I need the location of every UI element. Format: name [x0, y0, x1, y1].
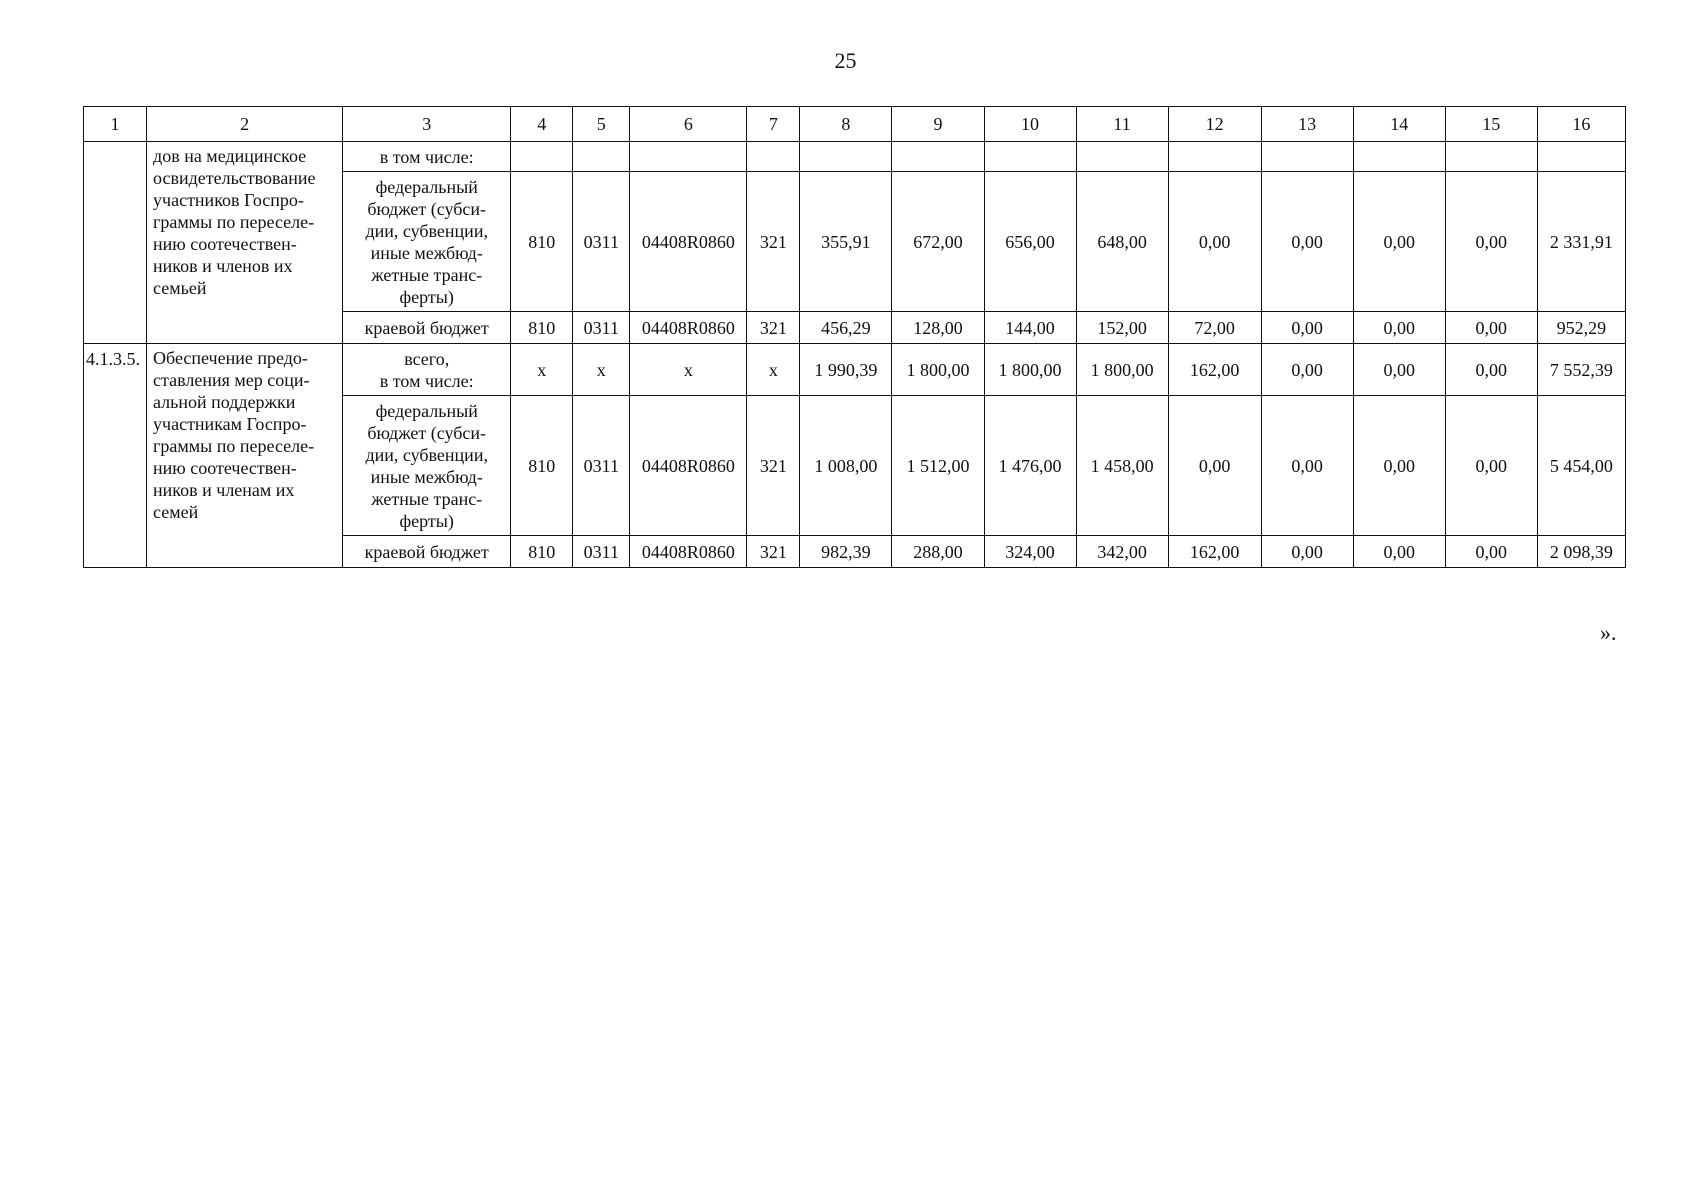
amount-cell: 0,00 [1261, 396, 1353, 536]
amount-cell [800, 142, 892, 172]
amount-cell: 456,29 [800, 312, 892, 344]
amount-cell [1353, 142, 1445, 172]
amount-cell: 982,39 [800, 536, 892, 568]
item-description [147, 142, 343, 344]
funding-source [343, 312, 511, 344]
amount-cell [1076, 142, 1168, 172]
amount-cell [1261, 142, 1353, 172]
amount-cell: 0,00 [1445, 312, 1537, 344]
text-line: дии, субвенции, [365, 220, 488, 241]
header-col-5: 5 [573, 107, 630, 142]
amount-cell [984, 142, 1076, 172]
code-cell-c6: х [630, 344, 747, 396]
funding-source [343, 142, 511, 172]
closing-quote: ». [1600, 620, 1617, 645]
text-line: ферты) [399, 510, 454, 531]
text-line: освидетельствование [153, 168, 316, 188]
amount-cell: 0,00 [1353, 344, 1445, 396]
amount-cell: 656,00 [984, 172, 1076, 312]
amount-cell: 0,00 [1261, 172, 1353, 312]
amount-cell [1168, 142, 1261, 172]
code-cell-c7: 321 [747, 536, 800, 568]
amount-cell: 1 008,00 [800, 396, 892, 536]
code-cell-c7: 321 [747, 312, 800, 344]
amount-cell: 288,00 [892, 536, 984, 568]
text-line: бюджет (субси- [367, 422, 487, 443]
header-row [84, 107, 1626, 142]
code-cell-c5: 0311 [573, 312, 630, 344]
amount-cell: 144,00 [984, 312, 1076, 344]
amount-cell: 0,00 [1353, 172, 1445, 312]
text-line: ников и членам их [153, 480, 295, 500]
text-line: ставления мер соци- [153, 370, 310, 390]
text-line: участников Госпро- [153, 190, 304, 210]
amount-cell: 2 098,39 [1537, 536, 1625, 568]
code-cell-c4 [511, 142, 573, 172]
table-row [84, 142, 1626, 172]
amount-cell: 0,00 [1445, 172, 1537, 312]
amount-cell: 952,29 [1537, 312, 1625, 344]
text-line: федеральный [375, 400, 478, 421]
text-line: дов на медицинское [153, 146, 307, 166]
amount-cell: 0,00 [1261, 312, 1353, 344]
code-cell-c6: 04408R0860 [630, 396, 747, 536]
header-col-15: 15 [1445, 107, 1537, 142]
amount-cell: 128,00 [892, 312, 984, 344]
amount-cell: 1 990,39 [800, 344, 892, 396]
item-number: 4.1.3.5. [84, 344, 147, 568]
text-line: жетные транс- [371, 488, 483, 509]
header-col-16: 16 [1537, 107, 1625, 142]
code-cell-c5: 0311 [573, 172, 630, 312]
amount-cell: 7 552,39 [1537, 344, 1625, 396]
amount-cell: 152,00 [1076, 312, 1168, 344]
amount-cell: 5 454,00 [1537, 396, 1625, 536]
text-line: граммы по переселе- [153, 212, 315, 232]
text-line: ферты) [399, 286, 454, 307]
amount-cell: 1 458,00 [1076, 396, 1168, 536]
funding-source [343, 344, 511, 396]
amount-cell [1537, 142, 1625, 172]
code-cell-c6: 04408R0860 [630, 312, 747, 344]
text-line: всего, [404, 348, 450, 369]
amount-cell: 1 800,00 [892, 344, 984, 396]
text-line: федеральный [375, 176, 478, 197]
text-line: краевой бюджет [364, 541, 489, 562]
code-cell-c4: х [511, 344, 573, 396]
amount-cell: 342,00 [1076, 536, 1168, 568]
code-cell-c5: 0311 [573, 396, 630, 536]
funding-source [343, 536, 511, 568]
funding-source [343, 172, 511, 312]
amount-cell: 0,00 [1168, 172, 1261, 312]
text-line: Обеспечение предо- [153, 348, 308, 368]
page-number: 25 [834, 48, 857, 73]
amount-cell [892, 142, 984, 172]
amount-cell: 0,00 [1353, 396, 1445, 536]
text-line: жетные транс- [371, 264, 483, 285]
amount-cell: 0,00 [1445, 536, 1537, 568]
text-line: ников и членов их [153, 256, 293, 276]
amount-cell: 0,00 [1445, 344, 1537, 396]
code-cell-c6: 04408R0860 [630, 172, 747, 312]
header-col-7: 7 [747, 107, 800, 142]
header-col-8: 8 [800, 107, 892, 142]
text-line: граммы по переселе- [153, 436, 315, 456]
text-line: иные межбюд- [370, 242, 483, 263]
code-cell-c7: 321 [747, 172, 800, 312]
amount-cell: 0,00 [1445, 396, 1537, 536]
amount-cell: 1 512,00 [892, 396, 984, 536]
amount-cell: 0,00 [1353, 536, 1445, 568]
text-line: бюджет (субси- [367, 198, 487, 219]
amount-cell: 1 476,00 [984, 396, 1076, 536]
header-col-12: 12 [1168, 107, 1261, 142]
amount-cell: 0,00 [1261, 536, 1353, 568]
text-line: нию соотечествен- [153, 458, 297, 478]
amount-cell: 1 800,00 [984, 344, 1076, 396]
amount-cell: 672,00 [892, 172, 984, 312]
amount-cell: 355,91 [800, 172, 892, 312]
amount-cell: 72,00 [1168, 312, 1261, 344]
header-col-3: 3 [343, 107, 511, 142]
header-col-11: 11 [1076, 107, 1168, 142]
code-cell-c4: 810 [511, 172, 573, 312]
code-cell-c5: х [573, 344, 630, 396]
text-line: семей [153, 502, 199, 522]
code-cell-c4: 810 [511, 396, 573, 536]
header-col-9: 9 [892, 107, 984, 142]
code-cell-c4: 810 [511, 536, 573, 568]
code-cell-c7: х [747, 344, 800, 396]
text-line: нию соотечествен- [153, 234, 297, 254]
text-line: альной поддержки [153, 392, 296, 412]
code-cell-c5 [573, 142, 630, 172]
header-col-4: 4 [511, 107, 573, 142]
code-cell-c5: 0311 [573, 536, 630, 568]
header-col-1: 1 [84, 107, 147, 142]
funding-source [343, 396, 511, 536]
header-col-10: 10 [984, 107, 1076, 142]
text-line: краевой бюджет [364, 317, 489, 338]
amount-cell: 0,00 [1261, 344, 1353, 396]
header-col-13: 13 [1261, 107, 1353, 142]
header-col-6: 6 [630, 107, 747, 142]
amount-cell: 1 800,00 [1076, 344, 1168, 396]
amount-cell [1445, 142, 1537, 172]
code-cell-c7 [747, 142, 800, 172]
code-cell-c4: 810 [511, 312, 573, 344]
header-col-2: 2 [147, 107, 343, 142]
amount-cell: 2 331,91 [1537, 172, 1625, 312]
text-line: в том числе: [379, 146, 474, 167]
amount-cell: 162,00 [1168, 344, 1261, 396]
code-cell-c6: 04408R0860 [630, 536, 747, 568]
budget-table [83, 106, 1626, 568]
header-col-14: 14 [1353, 107, 1445, 142]
text-line: иные межбюд- [370, 466, 483, 487]
item-number [84, 142, 147, 344]
item-description [147, 344, 343, 568]
code-cell-c6 [630, 142, 747, 172]
amount-cell: 324,00 [984, 536, 1076, 568]
code-cell-c7: 321 [747, 396, 800, 536]
amount-cell: 648,00 [1076, 172, 1168, 312]
text-line: семьей [153, 278, 207, 298]
text-line: участникам Госпро- [153, 414, 307, 434]
text-line: дии, субвенции, [365, 444, 488, 465]
table-row [84, 344, 1626, 396]
amount-cell: 162,00 [1168, 536, 1261, 568]
amount-cell: 0,00 [1168, 396, 1261, 536]
amount-cell: 0,00 [1353, 312, 1445, 344]
text-line: в том числе: [379, 370, 474, 391]
